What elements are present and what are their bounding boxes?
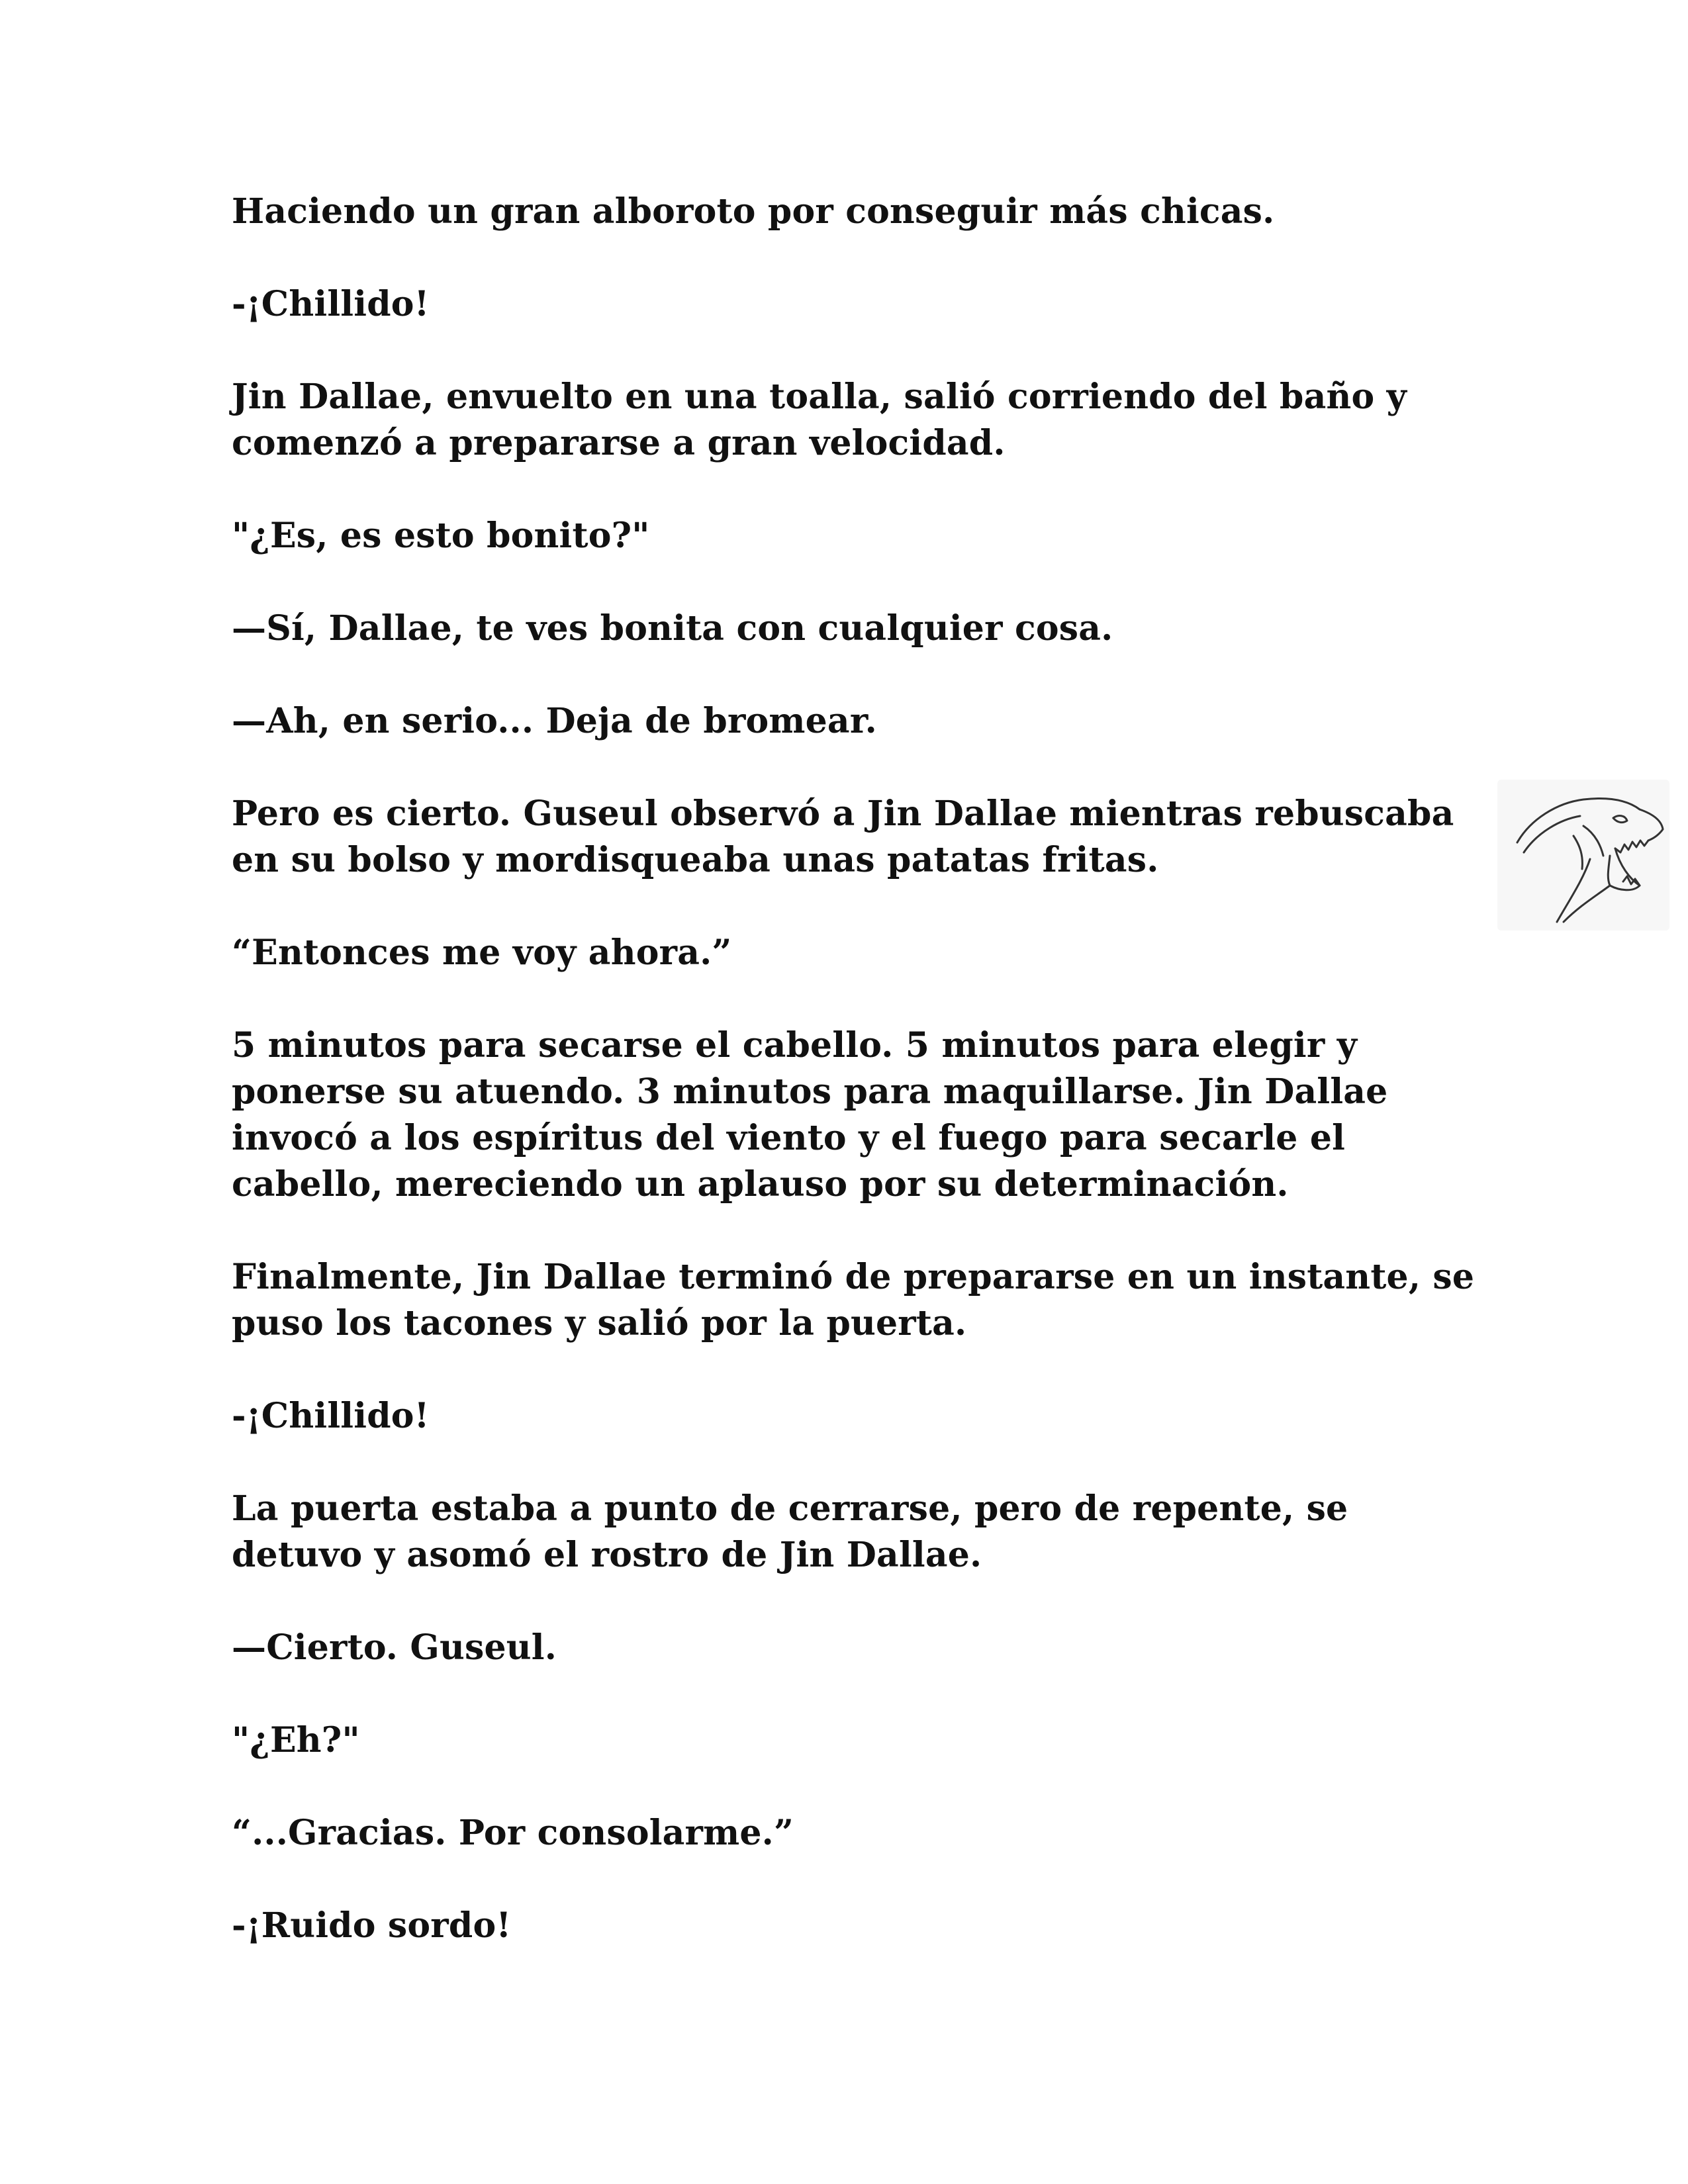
paragraph: —Cierto. Guseul. (232, 1627, 557, 1668)
paragraph: Jin Dallae, envuelto en una toalla, salió corriendo del baño y comenzó a prepararse a gran velocidad. (232, 377, 1407, 463)
paragraph: “Entonces me voy ahora.” (232, 933, 732, 973)
dinosaur-head-icon (1497, 780, 1669, 931)
paragraph: "¿Es, es esto bonito?" (232, 516, 650, 556)
paragraph: La puerta estaba a punto de cerrarse, pero de repente, se detuvo y asomó el rostro de Jin Dallae. (232, 1488, 1348, 1575)
paragraph: Haciendo un gran alboroto por conseguir más chicas. (232, 191, 1275, 232)
paragraph: —Ah, en serio... Deja de bromear. (232, 701, 877, 741)
paragraph: "¿Eh?" (232, 1720, 360, 1760)
paragraph: -¡Chillido! (232, 284, 430, 324)
paragraph: -¡Ruido sordo! (232, 1905, 512, 1946)
paragraph: —Sí, Dallae, te ves bonita con cualquier cosa. (232, 608, 1113, 649)
paragraph: “...Gracias. Por consolarme.” (232, 1813, 794, 1853)
document-body (232, 189, 1476, 1995)
paragraph: -¡Chillido! (232, 1396, 430, 1436)
paragraph: Pero es cierto. Guseul observó a Jin Dallae mientras rebuscaba en su bolso y mordisqueaba unas patatas fritas. (232, 794, 1454, 880)
paragraph: Finalmente, Jin Dallae terminó de prepararse en un instante, se puso los tacones y salió por la puerta. (232, 1257, 1475, 1343)
paragraph: 5 minutos para secarse el cabello. 5 minutos para elegir y ponerse su atuendo. 3 minutos para maquillarse. Jin Dallae invocó a los espíritus del viento y el fuego para secarle el cabello, mereciendo un aplauso por su determinación. (232, 1025, 1388, 1205)
